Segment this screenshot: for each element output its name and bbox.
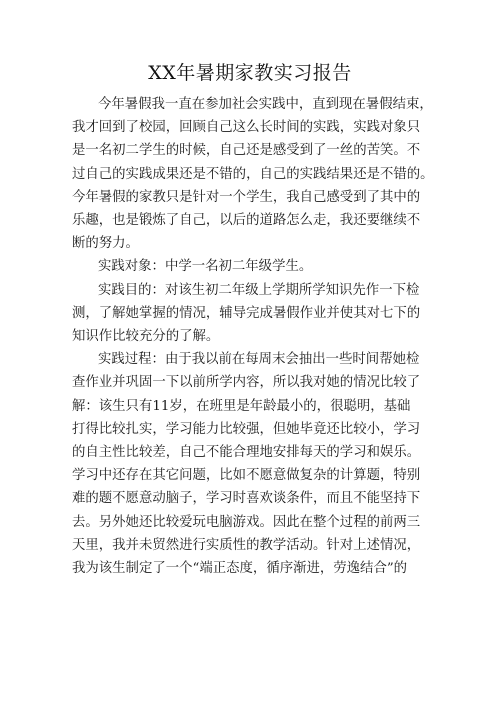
body-line: 去。另外她还比较爱玩电脑游戏。因此在整个过程的前两三: [72, 514, 421, 530]
body-line: 我为该生制定了一个“端正态度，循序渐进，劳逸结合”的: [72, 561, 408, 576]
body-line: 打得比较扎实，学习能力比较强，但她毕竟还比较小，学习: [72, 421, 421, 437]
body-line: 断的努力。: [72, 236, 139, 252]
body-line: 乐趣，也是锻炼了自己，以后的道路怎么走，我还要继续不: [72, 213, 421, 228]
body-line: 今年暑假我一直在参加社会实践中，直到现在暑假结束，: [98, 97, 433, 112]
body-line: 实践对象：中学一名初二年级学生。: [98, 259, 313, 275]
body-line: 查作业并巩固一下以前所学内容，所以我对她的情况比较了: [72, 375, 421, 391]
body-line: 知识作比较充分的了解。: [72, 329, 220, 344]
body-line: 是一名初二学生的时候，自己还是感受到了一丝的苦笑。不: [72, 143, 421, 159]
body-line: 难的题不愿意动脑子，学习时喜欢谈条件，而且不能坚持下: [72, 491, 421, 507]
document-title: XX年暑期家教实习报告: [148, 62, 352, 84]
body-line: 我才回到了校园，回顾自己这么长时间的实践，实践对象只: [72, 120, 421, 136]
body-line: 今年暑假的家教只是针对一个学生，我自己感受到了其中的: [72, 189, 421, 205]
body-line: 的自主性比较差，自己不能合理地安排每天的学习和娱乐。: [72, 445, 421, 460]
body-line: 测，了解她掌握的情况，辅导完成暑假作业并使其对七下的: [72, 305, 421, 321]
body-line: 解：该生只有11岁，在班里是年龄最小的，很聪明，基础: [72, 398, 411, 414]
body-line: 天里，我并未贸然进行实质性的教学活动。针对上述情况，: [72, 537, 421, 553]
body-line: 实践目的：对该生初二年级上学期所学知识先作一下检: [98, 282, 420, 298]
body-line: 过自己的实践成果还是不错的，自己的实践结果还是不错的。: [72, 166, 434, 182]
body-line: 学习中还存在其它问题，比如不愿意做复杂的计算题，特别: [72, 468, 421, 484]
body-line: 实践过程：由于我以前在每周末会抽出一些时间帮她检: [98, 352, 420, 368]
